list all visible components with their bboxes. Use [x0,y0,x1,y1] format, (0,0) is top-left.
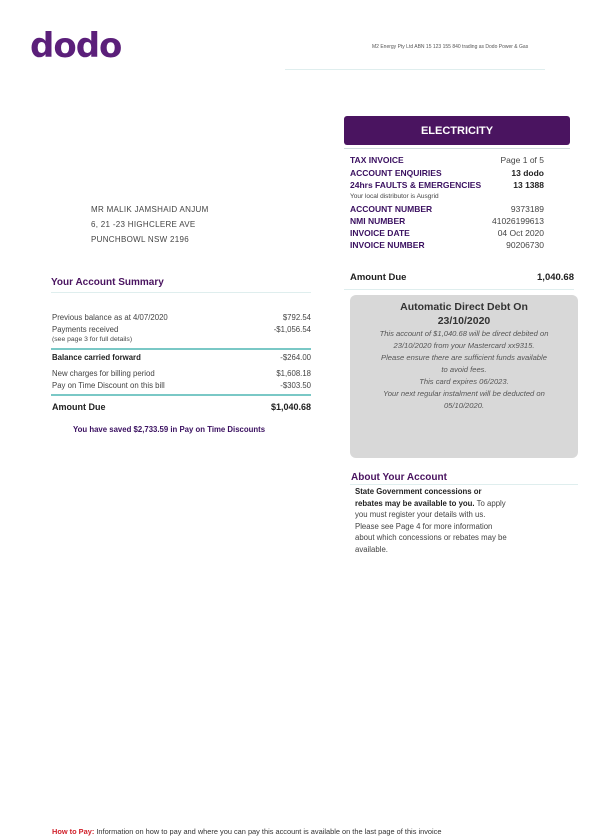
account-number-label: ACCOUNT NUMBER [350,204,433,214]
invoice-date-row [350,228,544,238]
dodo-logo: dodo [30,26,122,66]
faults-row [350,180,544,190]
summary-row [52,325,311,334]
summary-row [52,336,311,343]
invoice-number-row [350,240,544,250]
account-number-value: 9373189 [510,204,544,214]
nmi-label: NMI NUMBER [350,216,406,226]
direct-debit-line: Please ensure there are sufficient funds available [381,353,547,362]
about-account-title: About Your Account [351,472,447,483]
abn-line: M2 Energy Pty Ltd ABN 15 123 155 840 trading as Dodo Power & Gas [372,44,529,50]
summary-row-value: $792.54 [282,313,311,322]
summary-row-label: (see page 3 for full details) [52,336,133,343]
enquiries-row [350,168,544,178]
banner-divider [344,148,570,149]
direct-debit-line: 23/10/2020 from your Mastercard xx9315. [393,341,535,350]
faults-label: 24hrs FAULTS & EMERGENCIES [350,180,482,190]
invoice-date-label: INVOICE DATE [350,228,410,238]
enquiries-label: ACCOUNT ENQUIRIES [350,168,442,178]
nmi-row [350,216,544,226]
invoice-number-value: 90206730 [506,240,544,250]
amount-due-label: Amount Due [350,272,407,283]
enquiries-value: 13 dodo [511,168,544,178]
direct-debit-text [358,328,570,412]
direct-debit-title [350,300,578,328]
about-text-line: available. [355,544,388,554]
summary-row [52,353,311,362]
summary-row-value: -$303.50 [280,381,311,390]
summary-row-value: -$264.00 [280,353,311,362]
summary-row-value: $1,608.18 [276,369,311,378]
summary-rule [51,348,311,350]
nmi-value: 41026199613 [491,216,544,226]
amount-due-divider [344,289,574,290]
address-suburb: PUNCHBOWL NSW 2196 [91,235,190,244]
summary-rule [51,394,311,396]
direct-debit-title-line: Automatic Direct Debt On [400,301,528,313]
about-account-text [355,486,555,555]
about-text-line: Please see Page 4 for more information [355,521,493,531]
summary-row-label: Amount Due [52,402,106,412]
summary-row-label: Previous balance as at 4/07/2020 [52,313,168,322]
tax-invoice-row [350,155,544,165]
page-number: Page 1 of 5 [500,155,544,165]
summary-row-label: Pay on Time Discount on this bill [52,381,165,390]
distributor-note: Your local distributor is Ausgrid [350,193,439,200]
tax-invoice-label: TAX INVOICE [350,155,404,165]
direct-debit-line: 05/10/2020. [443,401,485,410]
direct-debit-line: Your next regular instalment will be deducted on [383,389,545,398]
about-text-line: To apply [474,498,506,508]
electricity-banner: ELECTRICITY [344,116,570,145]
how-to-pay-label: How to Pay: [52,827,95,836]
summary-row-value: $1,040.68 [270,402,311,412]
about-divider [350,484,578,485]
direct-debit-line: to avoid fees. [441,365,487,374]
summary-row-label: Payments received [52,325,119,334]
direct-debit-date: 23/10/2020 [437,315,491,327]
address-street: 6, 21 -23 HIGHCLERE AVE [91,220,196,229]
how-to-pay-note [52,827,441,836]
summary-divider [51,292,311,293]
summary-row [52,369,311,378]
amount-due-value: 1,040.68 [537,272,574,283]
amount-due-row [350,272,574,283]
summary-row [52,381,311,390]
header-divider [285,69,545,70]
address-name: MR MALIK JAMSHAID ANJUM [91,205,209,214]
about-text-line: you must register your details with us. [355,510,486,519]
summary-total-row [52,402,311,412]
account-summary-title: Your Account Summary [51,277,164,288]
direct-debit-line: This account of $1,040.68 will be direct debited on [379,329,549,338]
summary-row-label: New charges for billing period [52,369,155,378]
about-text-line: about which concessions or rebates may be [355,533,507,542]
invoice-number-label: INVOICE NUMBER [350,240,425,250]
about-bold-line: State Government concessions or [355,487,482,496]
direct-debit-line: This card expires 06/2023. [419,377,509,386]
summary-row-value: -$1,056.54 [273,325,311,334]
savings-note: You have saved $2,733.59 in Pay on Time Discounts [73,425,266,434]
summary-row [52,313,311,322]
invoice-date-value: 04 Oct 2020 [497,228,544,238]
about-bold-line: rebates may be available to you. [355,498,475,508]
summary-row-label: Balance carried forward [52,353,141,362]
how-to-pay-text: Information on how to pay and where you can pay this account is available on the last page of this invoice [94,827,442,836]
faults-value: 13 1388 [513,180,544,190]
account-number-row [350,204,544,214]
